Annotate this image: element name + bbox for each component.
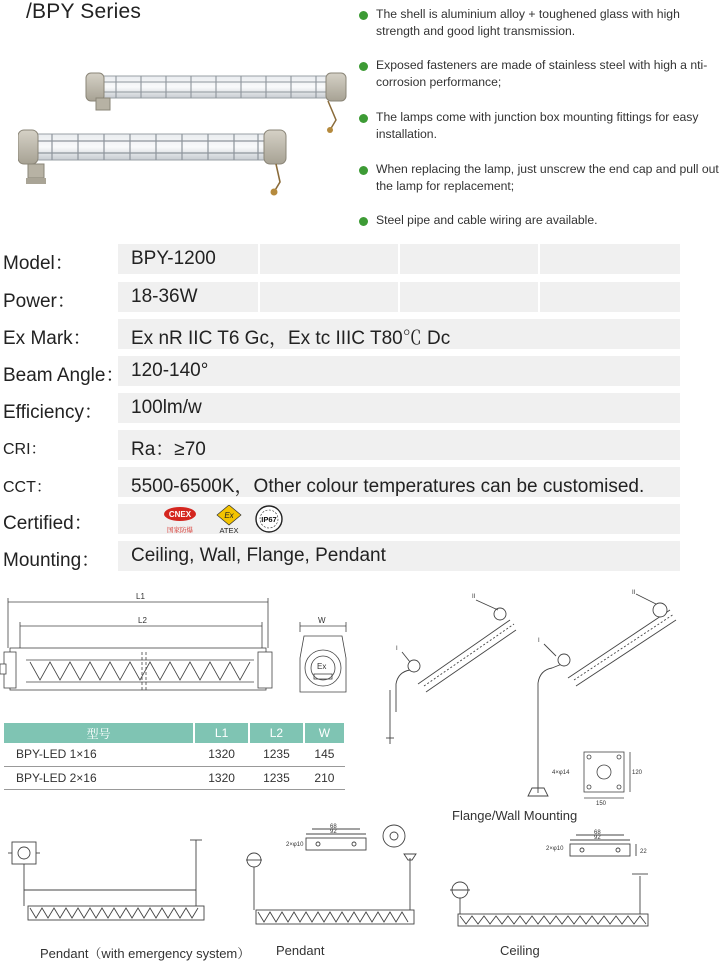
bullet-dot-icon (359, 114, 368, 123)
svg-text:国家防爆: 国家防爆 (167, 527, 193, 534)
feature-item: When replacing the lamp, just unscrew the end cap and pull out the lamp for replacement; (358, 161, 720, 195)
caption-flange-wall: Flange/Wall Mounting (452, 808, 578, 823)
svg-text:IP67: IP67 (261, 515, 277, 524)
svg-text:Ex: Ex (317, 662, 327, 671)
svg-text:22: 22 (640, 849, 647, 855)
svg-text:150: 150 (596, 801, 607, 807)
dimension-table (4, 723, 346, 790)
table-cell: BPY-LED 2×16 (4, 766, 194, 789)
svg-text:ATEX: ATEX (219, 526, 239, 535)
svg-text:L1: L1 (136, 592, 145, 601)
product-photo (18, 72, 348, 200)
table-row (4, 766, 345, 789)
svg-text:W: W (318, 616, 326, 625)
svg-text:2×φ10: 2×φ10 (286, 842, 304, 848)
table-header: 型号 (4, 723, 194, 743)
svg-text:Ex: Ex (224, 511, 234, 520)
spec-label-efficiency: Efficiency： (3, 402, 103, 423)
svg-text:II: II (472, 594, 476, 600)
svg-text:68: 68 (594, 830, 601, 836)
svg-text:II: II (632, 590, 636, 596)
feature-item: The lamps come with junction box mounting fittings for easy installation. (358, 109, 720, 143)
spec-label-model: Model： (3, 253, 74, 274)
table-cell: 145 (304, 743, 345, 766)
certification-logos (162, 505, 292, 537)
spec-value-model: BPY-1200 (131, 248, 216, 269)
svg-text:4×φ14: 4×φ14 (552, 770, 570, 776)
table-cell: BPY-LED 1×16 (4, 743, 194, 766)
caption-pendant-emergency: Pendant（with emergency system） (40, 946, 251, 961)
spec-value-cct: 5500-6500K，Other colour temperatures can be customised. (131, 476, 645, 497)
spec-value-ex-mark: Ex nR IIC T6 Gc，Ex tc IIIC T80℃ Dc (131, 328, 451, 349)
svg-text:92: 92 (330, 829, 337, 835)
spec-label-cct: CCT： (3, 479, 52, 496)
table-header: W (304, 723, 345, 743)
spec-value-efficiency: 100lm/w (131, 397, 202, 418)
bullet-dot-icon (359, 166, 368, 175)
table-header: L2 (249, 723, 304, 743)
ip67-logo (256, 506, 282, 532)
table-cell: 1320 (194, 743, 249, 766)
spec-label-cri: CRI： (3, 441, 47, 458)
feature-item: Exposed fasteners are made of stainless steel with high a nti-corrosion performance; (358, 57, 720, 91)
feature-item: Steel pipe and cable wiring are available. (358, 212, 720, 229)
table-header-row (4, 723, 345, 743)
spec-value-cri: Ra：≥70 (131, 439, 206, 460)
bullet-dot-icon (359, 11, 368, 20)
table-cell: 1235 (249, 766, 304, 789)
caption-pendant: Pendant (276, 943, 325, 958)
svg-text:CNEX: CNEX (168, 510, 192, 519)
spec-label-beam-angle: Beam Angle： (3, 365, 125, 386)
spec-label-ex-mark: Ex Mark： (3, 328, 92, 349)
svg-text:120: 120 (632, 770, 643, 776)
bullet-dot-icon (359, 217, 368, 226)
caption-ceiling: Ceiling (500, 943, 540, 958)
table-cell: 1235 (249, 743, 304, 766)
spec-value-power: 18-36W (131, 286, 198, 307)
svg-text:68: 68 (330, 824, 337, 830)
svg-text:I: I (396, 646, 398, 652)
table-cell: 210 (304, 766, 345, 789)
cnex-logo (164, 507, 196, 534)
svg-text:L2: L2 (138, 616, 147, 625)
spec-value-mounting: Ceiling, Wall, Flange, Pendant (131, 545, 386, 566)
bullet-dot-icon (359, 62, 368, 71)
spec-label-certified: Certified： (3, 513, 93, 534)
svg-text:92: 92 (594, 835, 601, 841)
spec-row-bar (118, 282, 680, 312)
page-title: /BPY Series (26, 0, 142, 23)
atex-logo (217, 505, 241, 535)
svg-text:2×φ10: 2×φ10 (546, 846, 564, 852)
spec-row-bar (118, 393, 680, 423)
table-header: L1 (194, 723, 249, 743)
spec-label-mounting: Mounting： (3, 550, 101, 571)
table-cell: 1320 (194, 766, 249, 789)
spec-label-power: Power： (3, 291, 76, 312)
svg-text:I: I (538, 638, 540, 644)
feature-item: The shell is aluminium alloy + toughened glass with high strength and good light transmission. (358, 6, 720, 40)
table-row (4, 743, 345, 766)
spec-value-beam-angle: 120-140° (131, 360, 209, 381)
